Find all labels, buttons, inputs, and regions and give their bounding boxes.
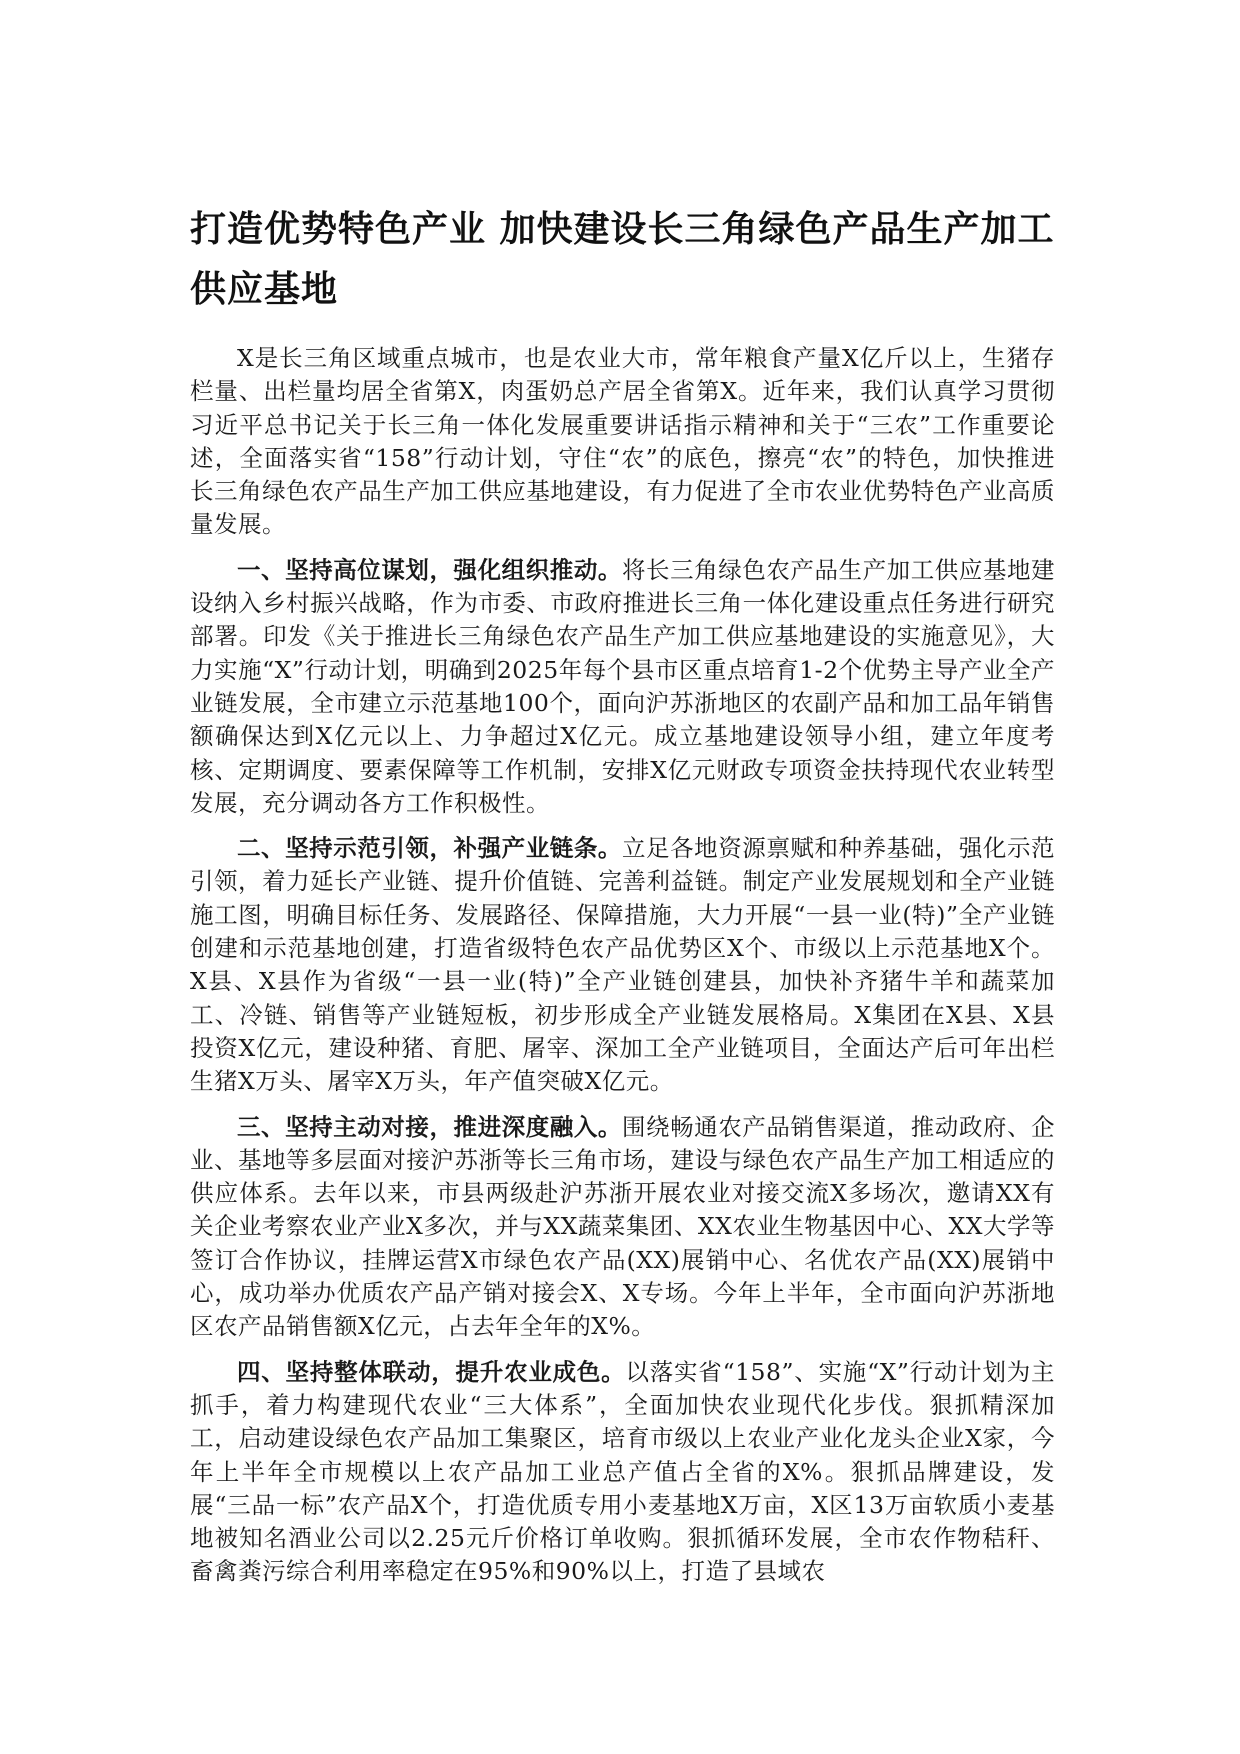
section-body-2: 立足各地资源禀赋和种养基础，强化示范引领，着力延长产业链、提升价值链、完善利益链。制定产业发展规划和全产业链施工图，明确目标任务、发展路径、保障措施，大力开展“一县一业(特)”全产业链创建和示范基地创建，打造省级特色农产品优势区X个、市级以上示范基地X个。X县、X县作为省级“一县一业(特)”全产业链创建县，加快补齐猪牛羊和蔬菜加工、冷链、销售等产业链短板，初步形成全产业链发展格局。X集团在X县、X县投资X亿元，建设种猪、育肥、屠宰、深加工全产业链项目，全面达产后可年出栏生猪X万头、屠宰X万头，年产值突破X亿元。 xyxy=(190,834,1056,1096)
section-paragraph-3 xyxy=(190,1111,1055,1344)
section-heading-2: 二、坚持示范引领，补强产业链条。 xyxy=(237,834,622,863)
section-heading-1: 一、坚持高位谋划，强化组织推动。 xyxy=(237,555,622,584)
section-body-4: 以落实省“158”、实施“X”行动计划为主抓手，着力构建现代农业“三大体系”，全面加快农业现代化步伐。狠抓精深加工，启动建设绿色农产品加工集聚区，培育市级以上农业产业化龙头企业X家，今年上半年全市规模以上农产品加工业总产值占全省的X%。狠抓品牌建设，发展“三品一标”农产品X个，打造优质专用小麦基地X万亩，X区13万亩软质小麦基地被知名酒业公司以2.25元斤价格订单收购。狠抓循环发展，全市农作物秸秆、畜禽粪污综合利用率稳定在95%和90%以上，打造了县域农 xyxy=(190,1357,1056,1586)
document-page xyxy=(190,200,1055,1601)
section-heading-4: 四、坚持整体联动，提升农业成色。 xyxy=(237,1357,626,1386)
section-body-3: 围绕畅通农产品销售渠道，推动政府、企业、基地等多层面对接沪苏浙等长三角市场，建设与绿色农产品生产加工相适应的供应体系。去年以来，市县两级赴沪苏浙开展农业对接交流X多场次，邀请XX有关企业考察农业产业X多次，并与XX蔬菜集团、XX农业生物基因中心、XX大学等签订合作协议，挂牌运营X市绿色农产品(XX)展销中心、名优农产品(XX)展销中心，成功举办优质农产品产销对接会X、X专场。今年上半年，全市面向沪苏浙地区农产品销售额X亿元，占去年全年的X%。 xyxy=(190,1112,1056,1341)
section-heading-3: 三、坚持主动对接，推进深度融入。 xyxy=(237,1112,622,1141)
section-paragraph-4 xyxy=(190,1356,1055,1589)
section-paragraph-1 xyxy=(190,554,1055,820)
section-paragraph-2 xyxy=(190,832,1055,1098)
section-body-1: 将长三角绿色农产品生产加工供应基地建设纳入乡村振兴战略，作为市委、市政府推进长三角一体化建设重点任务进行研究部署。印发《关于推进长三角绿色农产品生产加工供应基地建设的实施意见》，大力实施“X”行动计划，明确到2025年每个县市区重点培育1-2个优势主导产业全产业链发展，全市建立示范基地100个，面向沪苏浙地区的农副产品和加工品年销售额确保达到X亿元以上、力争超过X亿元。成立基地建设领导小组，建立年度考核、定期调度、要素保障等工作机制，安排X亿元财政专项资金扶持现代农业转型发展，充分调动各方工作积极性。 xyxy=(190,555,1056,817)
document-title: 打造优势特色产业 加快建设长三角绿色产品生产加工供应基地 xyxy=(190,209,1055,310)
intro-paragraph: X是长三角区域重点城市，也是农业大市，常年粮食产量X亿斤以上，生猪存栏量、出栏量均居全省第X，肉蛋奶总产居全省第X。近年来，我们认真学习贯彻习近平总书记关于长三角一体化发展重要讲话指示精神和关于“三农”工作重要论述，全面落实省“158”行动计划，守住“农”的底色，擦亮“农”的特色，加快推进长三角绿色农产品生产加工供应基地建设，有力促进了全市农业优势特色产业高质量发展。 xyxy=(190,344,1055,539)
